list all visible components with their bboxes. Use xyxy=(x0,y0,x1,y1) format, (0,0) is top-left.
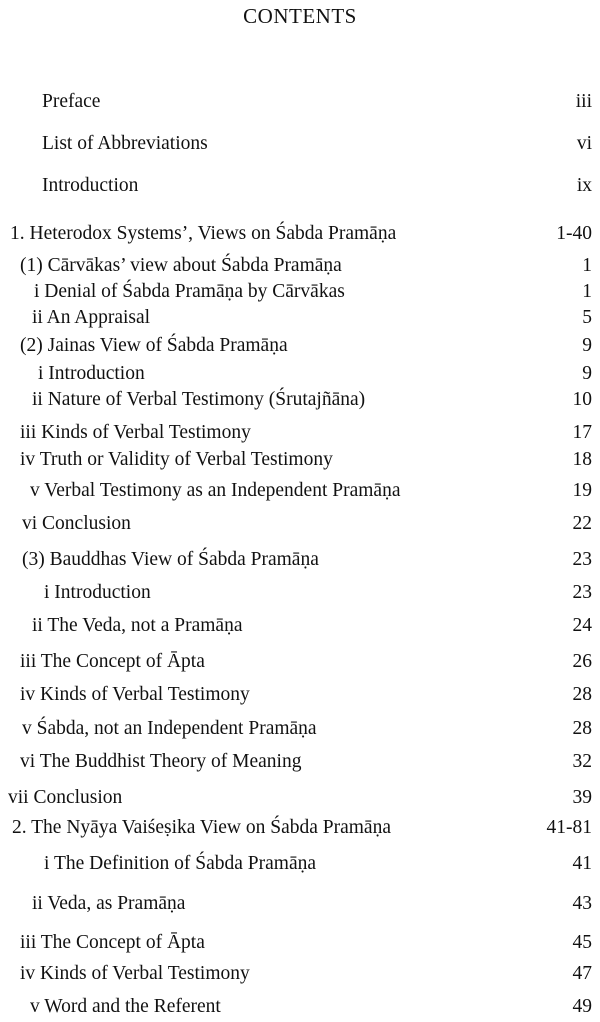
toc-subsection xyxy=(0,785,600,811)
toc-entry-page: 5 xyxy=(582,307,592,328)
toc-entry-page: 43 xyxy=(572,893,592,914)
toc-entry-preface xyxy=(0,89,600,115)
toc-entry-label: ii An Appraisal xyxy=(32,307,151,328)
toc-entry-page: 26 xyxy=(572,651,592,672)
toc-subsection xyxy=(0,613,600,639)
toc-entry-page: 19 xyxy=(572,480,592,501)
toc-entry-label: vi Conclusion xyxy=(22,513,131,534)
toc-entry-label: iv Truth or Validity of Verbal Testimony xyxy=(20,449,333,470)
toc-subsection xyxy=(0,930,600,956)
toc-entry-page: 41 xyxy=(572,853,592,874)
toc-entry-label: (3) Bauddhas View of Śabda Pramāṇa xyxy=(22,549,319,570)
toc-entry-page: 39 xyxy=(572,787,592,808)
toc-chapter-1 xyxy=(0,221,600,247)
toc-subsection xyxy=(0,649,600,675)
toc-section xyxy=(0,547,600,573)
toc-entry-page: 18 xyxy=(572,449,592,470)
toc-entry-page: 28 xyxy=(572,684,592,705)
toc-entry-label: v Verbal Testimony as an Independent Pramāṇa xyxy=(30,480,401,501)
toc-entry-label: iv Kinds of Verbal Testimony xyxy=(20,684,250,705)
toc-subsection xyxy=(0,305,600,331)
toc-subsection xyxy=(0,447,600,473)
toc-subsection xyxy=(0,580,600,606)
toc-entry-page: vi xyxy=(576,133,592,154)
toc-subsection xyxy=(0,279,600,305)
toc-entry-label: i Introduction xyxy=(38,363,145,384)
toc-entry-page: ix xyxy=(576,175,592,196)
toc-entry-label: (1) Cārvākas’ view about Śabda Pramāṇa xyxy=(20,255,342,276)
toc-entry-label: iv Kinds of Verbal Testimony xyxy=(20,963,250,984)
toc-entry-page: 1-40 xyxy=(556,223,592,244)
toc-entry-page: 24 xyxy=(572,615,592,636)
toc-subsection xyxy=(0,994,600,1020)
toc-subsection xyxy=(0,361,600,387)
toc-entry-page: 23 xyxy=(572,582,592,603)
toc-entry-label: (2) Jainas View of Śabda Pramāṇa xyxy=(20,335,288,356)
toc-entry-page: 32 xyxy=(572,751,592,772)
toc-entry-label: vi The Buddhist Theory of Meaning xyxy=(20,751,302,772)
toc-subsection xyxy=(0,716,600,742)
toc-subsection xyxy=(0,682,600,708)
toc-entry-label: 1. Heterodox Systems’, Views on Śabda Pramāṇa xyxy=(10,223,397,244)
toc-entry-introduction xyxy=(0,173,600,199)
toc-entry-label: iii The Concept of Āpta xyxy=(20,651,205,672)
toc-entry-label: List of Abbreviations xyxy=(42,133,208,154)
toc-entry-label: iii The Concept of Āpta xyxy=(20,932,205,953)
page-title: CONTENTS xyxy=(243,4,357,28)
toc-entry-label: i Introduction xyxy=(44,582,151,603)
toc-entry-label: i The Definition of Śabda Pramāṇa xyxy=(44,853,317,874)
toc-entry-page: iii xyxy=(575,91,592,112)
toc-entry-page: 17 xyxy=(572,422,592,443)
toc-entry-label: ii Nature of Verbal Testimony (Śrutajñāna) xyxy=(32,389,366,410)
toc-entry-label: Introduction xyxy=(42,175,139,196)
toc-section xyxy=(0,253,600,279)
toc-subsection xyxy=(0,420,600,446)
toc-chapter-2 xyxy=(0,815,600,841)
toc-entry-label: iii Kinds of Verbal Testimony xyxy=(20,422,251,443)
toc-entry-page: 10 xyxy=(572,389,592,410)
toc-entry-label: i Denial of Śabda Pramāṇa by Cārvākas xyxy=(34,281,345,302)
toc-entry-page: 47 xyxy=(572,963,592,984)
toc-entry-page: 1 xyxy=(582,255,592,276)
toc-entry-label: v Word and the Referent xyxy=(30,996,221,1017)
toc-entry-label: ii Veda, as Pramāṇa xyxy=(32,893,186,914)
toc-entry-page: 1 xyxy=(582,281,592,302)
toc-subsection xyxy=(0,851,600,877)
toc-entry-abbreviations xyxy=(0,131,600,157)
toc-entry-page: 49 xyxy=(572,996,592,1017)
toc-entry-label: ii The Veda, not a Pramāṇa xyxy=(32,615,243,636)
toc-entry-page: 45 xyxy=(572,932,592,953)
toc-entry-page: 41-81 xyxy=(546,817,592,838)
toc-subsection xyxy=(0,478,600,504)
toc-section xyxy=(0,333,600,359)
toc-subsection xyxy=(0,891,600,917)
toc-entry-page: 23 xyxy=(572,549,592,570)
toc-entry-page: 9 xyxy=(582,335,592,356)
toc-subsection xyxy=(0,387,600,413)
toc-subsection xyxy=(0,511,600,537)
toc-entry-page: 28 xyxy=(572,718,592,739)
toc-entry-page: 9 xyxy=(582,363,592,384)
toc-entry-page: 22 xyxy=(572,513,592,534)
toc-subsection xyxy=(0,749,600,775)
toc-entry-label: Preface xyxy=(42,91,101,112)
toc-entry-label: 2. The Nyāya Vaiśeṣika View on Śabda Pramāṇa xyxy=(12,817,391,838)
toc-subsection xyxy=(0,961,600,987)
toc-entry-label: vii Conclusion xyxy=(8,787,123,808)
toc-entry-label: v Śabda, not an Independent Pramāṇa xyxy=(22,718,317,739)
